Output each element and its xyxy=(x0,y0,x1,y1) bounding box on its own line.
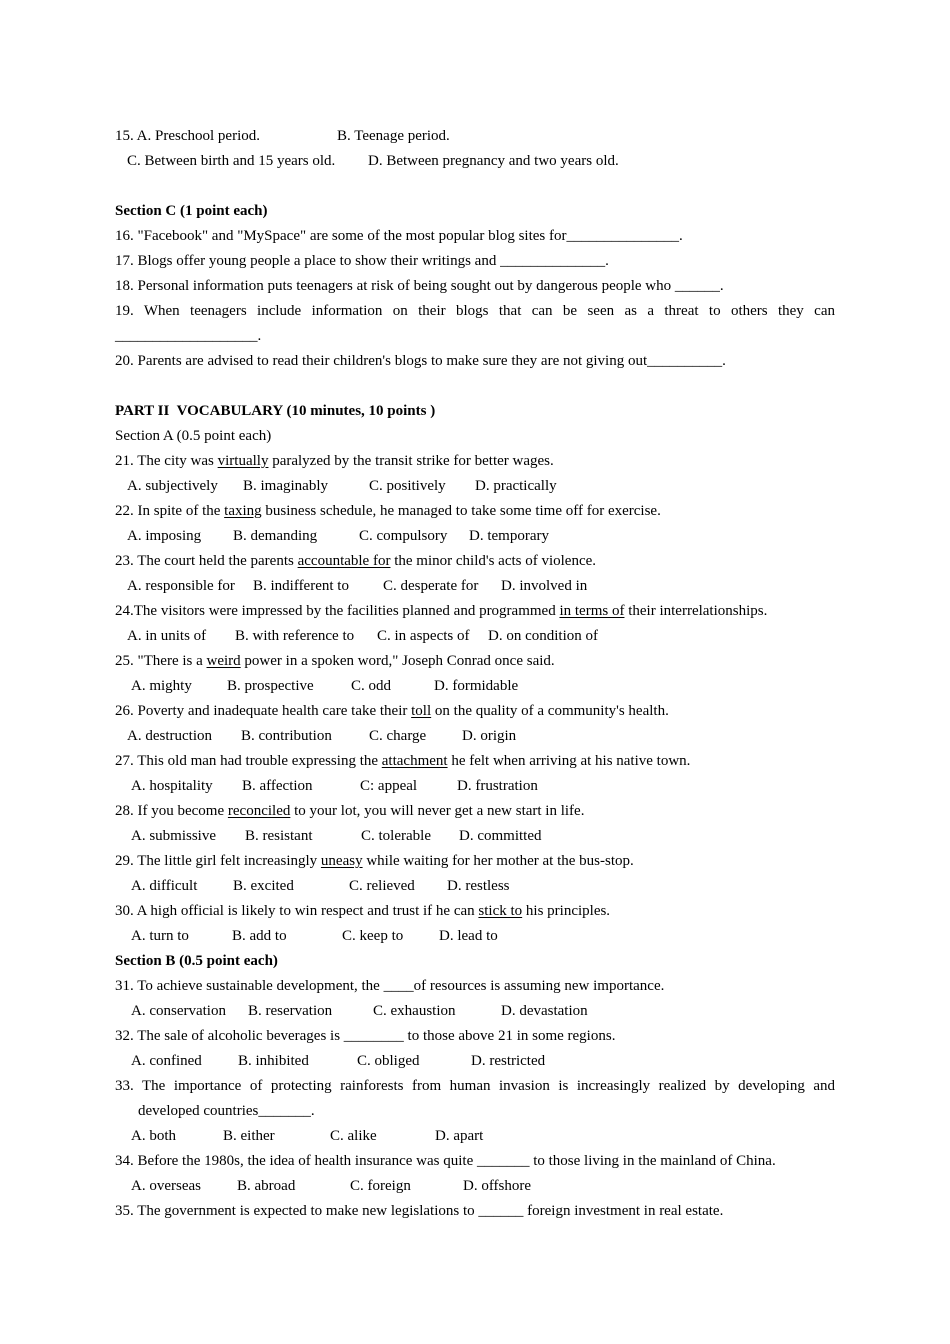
option-c: C. odd xyxy=(351,678,392,694)
question-15 xyxy=(115,124,835,149)
question-24-options xyxy=(115,624,835,649)
question-20: 20. Parents are advised to read their children's blogs to make sure they are not giving out__________. xyxy=(115,353,726,369)
option-d: D. devastation xyxy=(501,1003,588,1019)
option-b: B. either xyxy=(223,1128,275,1144)
option-a: A. imposing xyxy=(127,528,202,544)
q15-option-b: B. Teenage period. xyxy=(337,128,450,144)
question-17: 17. Blogs offer young people a place to show their writings and ______________. xyxy=(115,253,609,269)
q21-underlined-word: virtually xyxy=(217,453,269,469)
q26-underlined-word: toll xyxy=(411,703,432,719)
question-30-options xyxy=(115,924,835,949)
option-d: D. apart xyxy=(435,1128,484,1144)
question-25-options xyxy=(115,674,835,699)
option-a: A. mighty xyxy=(131,678,192,694)
option-c: C. desperate for xyxy=(383,578,479,594)
q15-option-c: C. Between birth and 15 years old. xyxy=(127,153,336,169)
option-a: A. difficult xyxy=(131,878,198,894)
question-22-options xyxy=(115,524,835,549)
option-a: A. hospitality xyxy=(131,778,213,794)
q15-option-d: D. Between pregnancy and two years old. xyxy=(368,153,619,169)
question-21-options xyxy=(115,474,835,499)
exam-page xyxy=(115,124,835,1224)
option-a: A. responsible for xyxy=(127,578,235,594)
option-b: B. inhibited xyxy=(238,1053,309,1069)
option-b: B. excited xyxy=(233,878,294,894)
option-d: D. formidable xyxy=(434,678,519,694)
question-18: 18. Personal information puts teenagers at risk of being sought out by dangerous people who ______. xyxy=(115,278,724,294)
question-33-options xyxy=(115,1124,835,1149)
question-27: 27. This old man had trouble expressing the attachment he felt when arriving at his native town. xyxy=(115,753,691,769)
q25-underlined-word: weird xyxy=(206,653,241,669)
option-c: C. foreign xyxy=(350,1178,411,1194)
option-d: D. involved in xyxy=(501,578,588,594)
option-b: B. affection xyxy=(242,778,313,794)
q28-underlined-word: reconciled xyxy=(227,803,291,819)
option-a: A. both xyxy=(131,1128,176,1144)
option-a: A. destruction xyxy=(127,728,212,744)
option-b: B. prospective xyxy=(227,678,314,694)
option-c: C. in aspects of xyxy=(377,628,470,644)
option-d: D. lead to xyxy=(439,928,498,944)
option-a: A. conservation xyxy=(131,1003,226,1019)
option-d: D. offshore xyxy=(463,1178,532,1194)
option-c: C. positively xyxy=(369,478,446,494)
option-d: D. temporary xyxy=(469,528,549,544)
option-b: B. add to xyxy=(232,928,287,944)
q24-underlined-word: in terms of xyxy=(559,603,625,619)
option-c: C. exhaustion xyxy=(373,1003,456,1019)
q29-underlined-word: uneasy xyxy=(320,853,363,869)
question-29-options xyxy=(115,874,835,899)
question-32-options xyxy=(115,1049,835,1074)
option-a: A. confined xyxy=(131,1053,202,1069)
question-27-options xyxy=(115,774,835,799)
question-32: 32. The sale of alcoholic beverages is ________ to those above 21 in some regions. xyxy=(115,1028,616,1044)
option-c: C. alike xyxy=(330,1128,377,1144)
option-a: A. subjectively xyxy=(127,478,218,494)
section-b-heading: Section B (0.5 point each) xyxy=(115,953,278,969)
option-c: C. obliged xyxy=(357,1053,420,1069)
option-d: D. restless xyxy=(447,878,510,894)
part-ii-heading: PART II VOCABULARY (10 minutes, 10 points ) xyxy=(115,403,436,419)
option-d: D. committed xyxy=(459,828,542,844)
option-b: B. demanding xyxy=(233,528,318,544)
question-29: 29. The little girl felt increasingly uneasy while waiting for her mother at the bus-stop. xyxy=(115,853,634,869)
question-21: 21. The city was virtually paralyzed by the transit strike for better wages. xyxy=(115,453,554,469)
option-a: A. overseas xyxy=(131,1178,201,1194)
option-b: B. resistant xyxy=(245,828,313,844)
question-30: 30. A high official is likely to win respect and trust if he can stick to his principles. xyxy=(115,903,611,919)
question-25: 25. "There is a weird power in a spoken word," Joseph Conrad once said. xyxy=(115,653,555,669)
question-23: 23. The court held the parents accountable for the minor child's acts of violence. xyxy=(115,553,597,569)
section-a-heading: Section A (0.5 point each) xyxy=(115,428,272,444)
question-19-line1: 19. When teenagers include information on their blogs that can be seen as a threat to others they can xyxy=(115,303,835,319)
question-24: 24.The visitors were impressed by the facilities planned and programmed in terms of their interrelationships. xyxy=(115,603,768,619)
question-16: 16. "Facebook" and "MySpace" are some of the most popular blog sites for_______________. xyxy=(115,228,683,244)
option-c: C. charge xyxy=(369,728,427,744)
section-c-heading: Section C (1 point each) xyxy=(115,203,268,219)
question-22: 22. In spite of the taxing business schedule, he managed to take some time off for exercise. xyxy=(115,503,661,519)
question-28-options xyxy=(115,824,835,849)
option-b: B. imaginably xyxy=(243,478,328,494)
option-c: C. compulsory xyxy=(359,528,448,544)
option-a: A. turn to xyxy=(131,928,189,944)
q27-underlined-word: attachment xyxy=(381,753,448,769)
option-c: C. relieved xyxy=(349,878,415,894)
option-b: B. with reference to xyxy=(235,628,355,644)
q23-underlined-word: accountable for xyxy=(297,553,391,569)
question-26-options xyxy=(115,724,835,749)
question-31: 31. To achieve sustainable development, the ____of resources is assuming new importance. xyxy=(115,978,665,994)
option-c: C. tolerable xyxy=(361,828,431,844)
option-b: B. indifferent to xyxy=(253,578,349,594)
option-d: D. restricted xyxy=(471,1053,546,1069)
question-26: 26. Poverty and inadequate health care take their toll on the quality of a community's health. xyxy=(115,703,669,719)
option-c: C: appeal xyxy=(360,778,418,794)
question-19-line2: ___________________. xyxy=(115,328,262,344)
question-15-options xyxy=(115,149,835,174)
option-b: B. reservation xyxy=(248,1003,333,1019)
question-35: 35. The government is expected to make new legislations to ______ foreign investment in real estate. xyxy=(115,1203,724,1219)
question-34: 34. Before the 1980s, the idea of health insurance was quite _______ to those living in the mainland of China. xyxy=(115,1153,776,1169)
question-23-options xyxy=(115,574,835,599)
question-33-line1: 33. The importance of protecting rainforests from human invasion is increasingly realized by developing and xyxy=(115,1078,835,1094)
question-33-line2: developed countries_______. xyxy=(138,1103,315,1119)
option-b: B. contribution xyxy=(241,728,332,744)
q15-option-a: 15. A. Preschool period. xyxy=(115,128,260,144)
option-d: D. origin xyxy=(462,728,517,744)
option-d: D. on condition of xyxy=(488,628,598,644)
q30-underlined-word: stick to xyxy=(478,903,523,919)
question-28: 28. If you become reconciled to your lot, you will never get a new start in life. xyxy=(115,803,585,819)
option-c: C. keep to xyxy=(342,928,404,944)
option-b: B. abroad xyxy=(237,1178,296,1194)
question-31-options xyxy=(115,999,835,1024)
option-a: A. submissive xyxy=(131,828,217,844)
option-d: D. practically xyxy=(475,478,557,494)
question-34-options xyxy=(115,1174,835,1199)
q22-underlined-word: taxing xyxy=(224,503,262,519)
option-a: A. in units of xyxy=(127,628,207,644)
option-d: D. frustration xyxy=(457,778,538,794)
